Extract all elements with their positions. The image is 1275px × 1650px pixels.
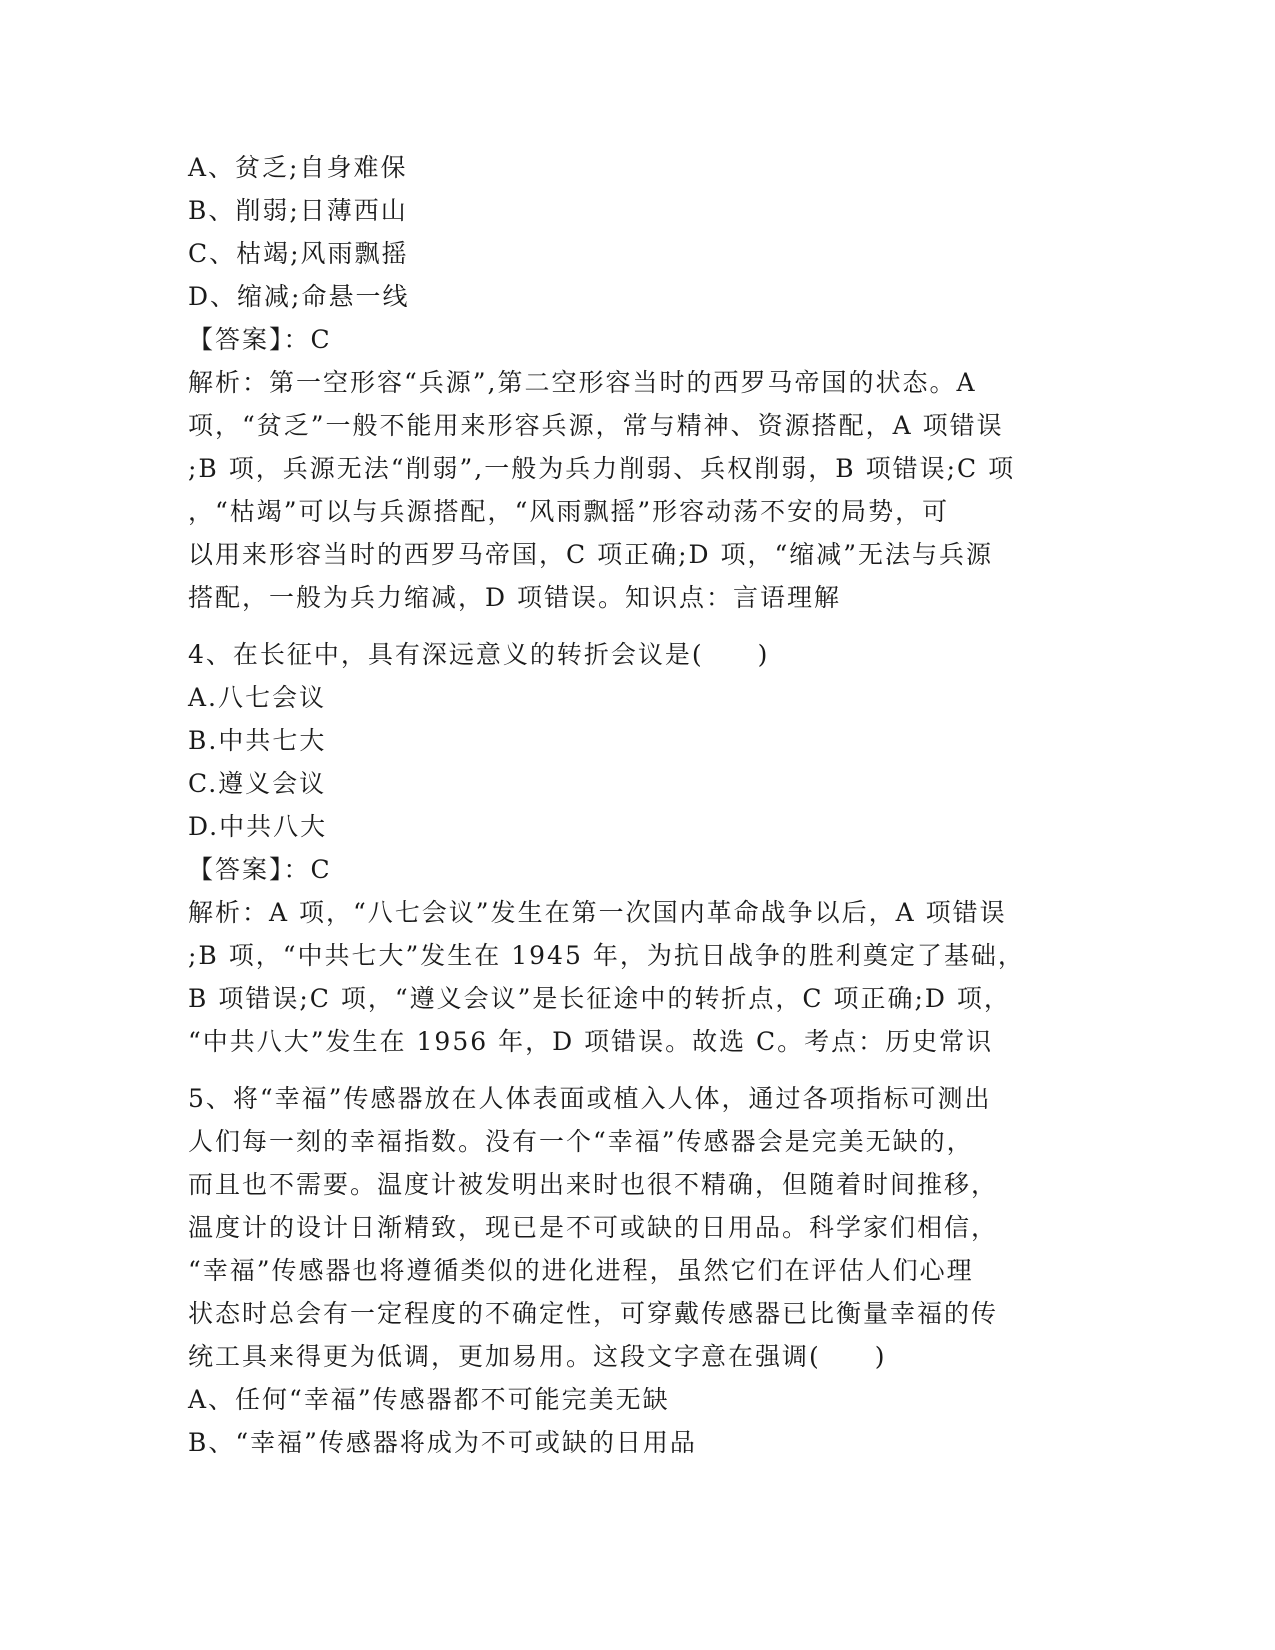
q4-analysis-line: B 项错误;C 项，“遵义会议”是长征途中的转折点，C 项正确;D 项， bbox=[188, 984, 1011, 1013]
q4-option-d: D.中共八大 bbox=[188, 812, 328, 841]
q5-option-b: B、“幸福”传感器将成为不可或缺的日用品 bbox=[188, 1428, 697, 1457]
q4-option-a: A.八七会议 bbox=[188, 683, 327, 712]
q5-question-line: 人们每一刻的幸福指数。没有一个“幸福”传感器会是完美无缺的， bbox=[188, 1127, 974, 1156]
q5-question-line: 状态时总会有一定程度的不确定性，可穿戴传感器已比衡量幸福的传 bbox=[188, 1299, 999, 1328]
section-gap bbox=[188, 1063, 1088, 1077]
q3-option-a: A、贫乏;自身难保 bbox=[188, 153, 408, 182]
q5-question-line: 温度计的设计日渐精致，现已是不可或缺的日用品。科学家们相信， bbox=[188, 1213, 999, 1242]
q5-question-line: “幸福”传感器也将遵循类似的进化进程，虽然它们在评估人们心理 bbox=[188, 1256, 974, 1285]
q3-analysis-line: ;B 项，兵源无法“削弱”,一般为兵力削弱、兵权削弱，B 项错误;C 项 bbox=[188, 454, 1016, 483]
q4-analysis-line: “中共八大”发生在 1956 年，D 项错误。故选 C。考点：历史常识 bbox=[188, 1027, 994, 1056]
document-page bbox=[188, 146, 1088, 1464]
q5-option-a: A、任何“幸福”传感器都不可能完美无缺 bbox=[188, 1385, 670, 1414]
q3-answer: 【答案】：C bbox=[188, 325, 332, 354]
q3-option-c: C、枯竭;风雨飘摇 bbox=[188, 239, 409, 268]
q3-option-b: B、削弱;日薄西山 bbox=[188, 196, 408, 225]
q3-analysis-line: ，“枯竭”可以与兵源搭配，“风雨飘摇”形容动荡不安的局势，可 bbox=[188, 497, 950, 526]
q4-question: 4、在长征中，具有深远意义的转折会议是( ) bbox=[188, 640, 770, 669]
q5-question-line: 而且也不需要。温度计被发明出来时也很不精确，但随着时间推移， bbox=[188, 1170, 999, 1199]
q4-answer: 【答案】：C bbox=[188, 855, 332, 884]
q3-option-d: D、缩减;命悬一线 bbox=[188, 282, 410, 311]
q3-analysis-line: 项，“贫乏”一般不能用来形容兵源，常与精神、资源搭配，A 项错误 bbox=[188, 411, 1004, 440]
q5-question-line: 5、将“幸福”传感器放在人体表面或植入人体，通过各项指标可测出 bbox=[188, 1084, 992, 1113]
q3-analysis-line: 搭配，一般为兵力缩减，D 项错误。知识点：言语理解 bbox=[188, 583, 841, 612]
section-gap bbox=[188, 619, 1088, 633]
q4-analysis-line: 解析：A 项，“八七会议”发生在第一次国内革命战争以后，A 项错误 bbox=[188, 898, 1007, 927]
q4-option-b: B.中共七大 bbox=[188, 726, 327, 755]
q4-option-c: C.遵义会议 bbox=[188, 769, 327, 798]
q4-analysis-line: ;B 项，“中共七大”发生在 1945 年，为抗日战争的胜利奠定了基础， bbox=[188, 941, 1025, 970]
q3-analysis-line: 以用来形容当时的西罗马帝国，C 项正确;D 项，“缩减”无法与兵源 bbox=[188, 540, 994, 569]
q3-analysis-line: 解析：第一空形容“兵源”,第二空形容当时的西罗马帝国的状态。A bbox=[188, 368, 977, 397]
q5-question-line: 统工具来得更为低调，更加易用。这段文字意在强调( ) bbox=[188, 1342, 887, 1371]
